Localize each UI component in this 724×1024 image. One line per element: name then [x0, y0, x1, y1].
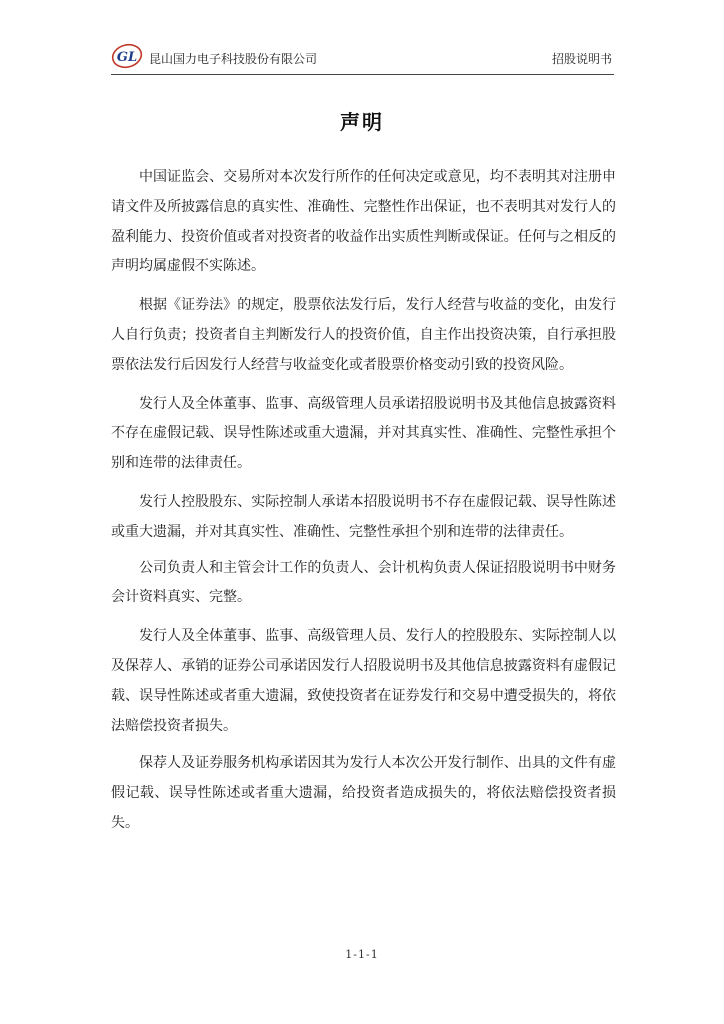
- company-logo: [111, 42, 143, 70]
- company-name: 昆山国力电子科技股份有限公司: [149, 52, 318, 66]
- paragraph: 发行人控股股东、实际控制人承诺本招股说明书不存在虚假记载、误导性陈述或重大遗漏，并对其真实性、准确性、完整性承担个别和连带的法律责任。: [111, 493, 616, 540]
- svg-text:GL: GL: [116, 50, 138, 65]
- header-divider: [111, 74, 614, 75]
- paragraph: 公司负责人和主管会计工作的负责人、会计机构负责人保证招股说明书中财务会计资料真实、完整。: [111, 559, 616, 606]
- page-header: [111, 40, 614, 74]
- declaration-body: [111, 163, 616, 848]
- page-title: 声明: [340, 110, 384, 134]
- paragraph: 中国证监会、交易所对本次发行所作的任何决定或意见，均不表明其对注册申请文件及所披露信息的真实性、准确性、完整性作出保证，也不表明其对发行人的盈利能力、投资价值或者对投资者的收益作出实质性判断或保证。任何与之相反的声明均属虚假不实陈述。: [111, 169, 616, 275]
- paragraph: 发行人及全体董事、监事、高级管理人员承诺招股说明书及其他信息披露资料不存在虚假记载、误导性陈述或重大遗漏，并对其真实性、准确性、完整性承担个别和连带的法律责任。: [111, 395, 616, 472]
- paragraph: 发行人及全体董事、监事、高级管理人员、发行人的控股股东、实际控制人以及保荐人、承销的证券公司承诺因发行人招股说明书及其他信息披露资料有虚假记载、误导性陈述或者重大遗漏，致使投资者在证券发行和交易中遭受损失的，将依法赔偿投资者损失。: [111, 628, 616, 734]
- paragraph: 根据《证券法》的规定，股票依法发行后，发行人经营与收益的变化，由发行人自行负责；投资者自主判断发行人的投资价值，自主作出投资决策，自行承担股票依法发行后因发行人经营与收益变化或者股票价格变动引致的投资风险。: [111, 297, 616, 373]
- paragraph: 保荐人及证券服务机构承诺因其为发行人本次公开发行制作、出具的文件有虚假记载、误导性陈述或者重大遗漏，给投资者造成损失的，将依法赔偿投资者损失。: [111, 755, 616, 831]
- document-type: 招股说明书: [551, 52, 612, 66]
- page-number: 1-1-1: [345, 948, 379, 961]
